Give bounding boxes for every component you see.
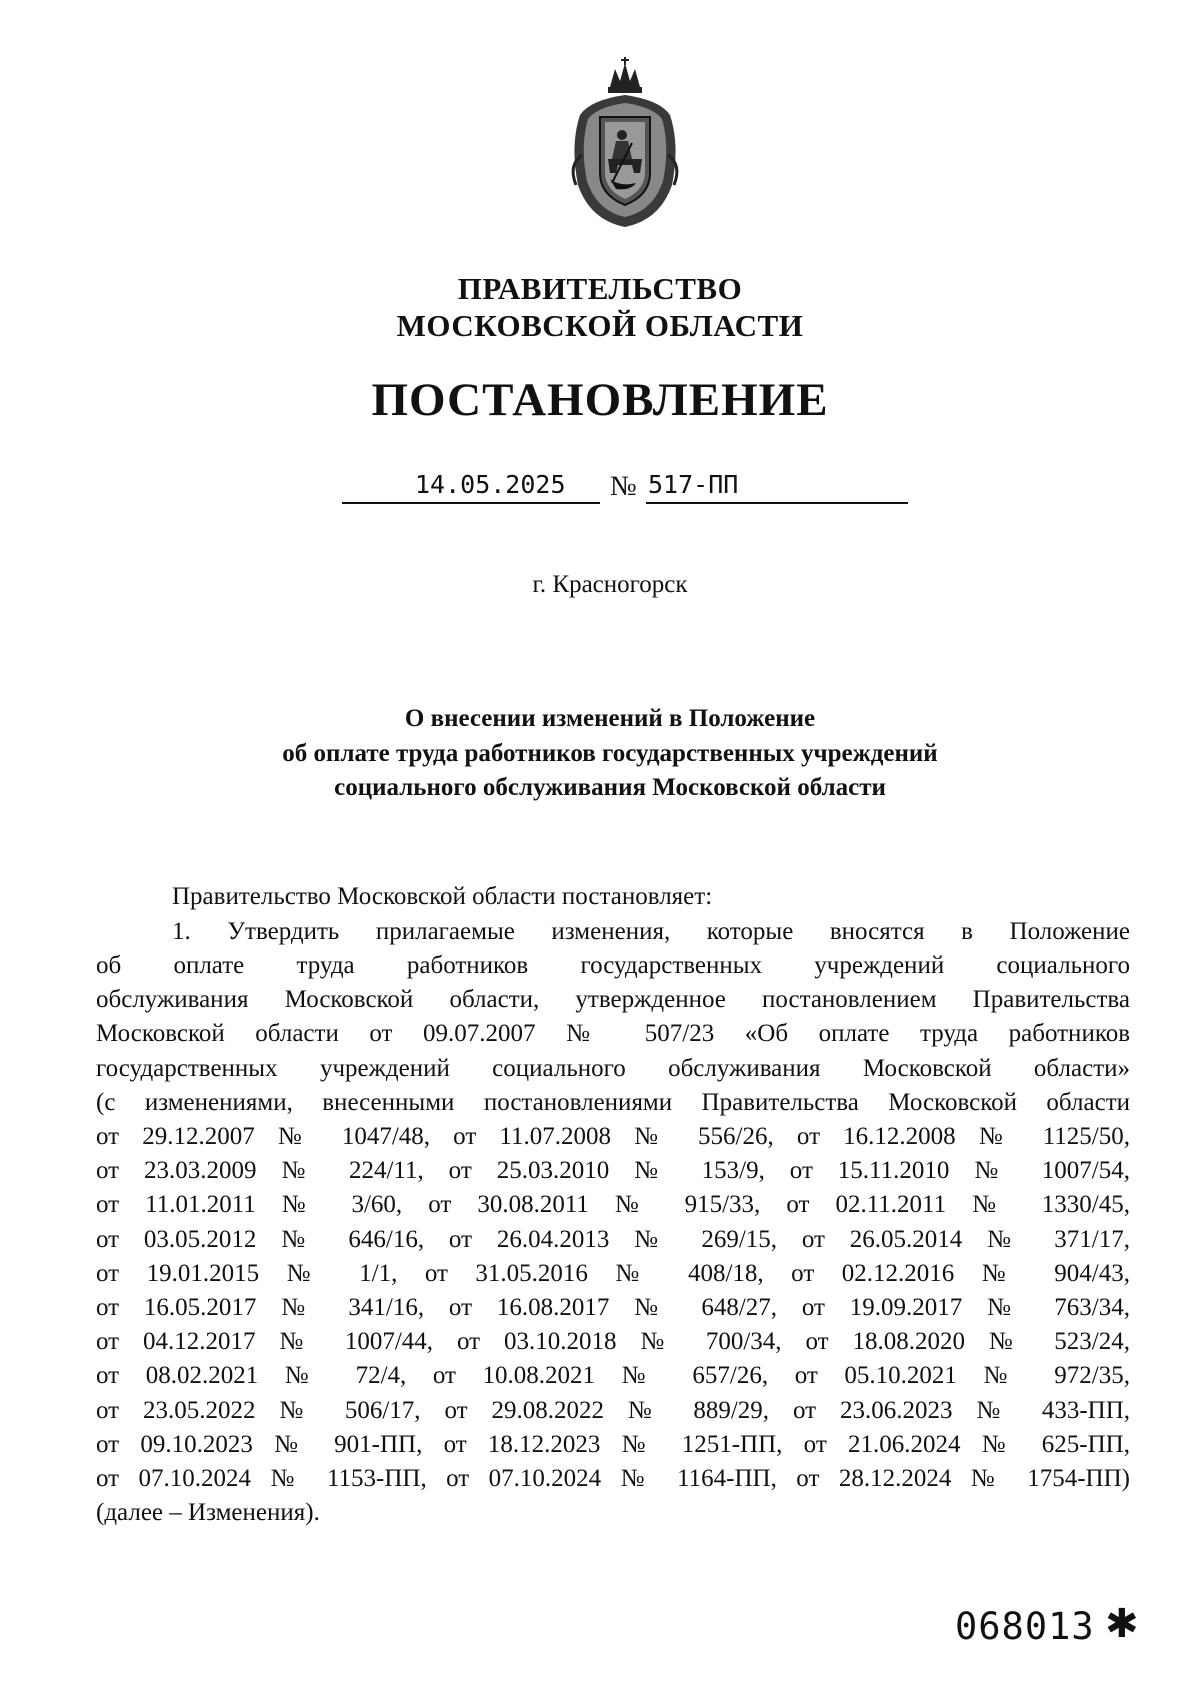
- body-text-line: от 29.12.2007 № 1047/48, от 11.07.2008 № 556/26, от 16.12.2008 № 1125/50,: [96, 1123, 1130, 1150]
- body-text-line: от 07.10.2024 № 1153-ПП, от 07.10.2024 № 1164-ПП, от 28.12.2024 № 1754-ПП): [96, 1465, 1130, 1492]
- asterisk-mark-icon: ✱: [1105, 1601, 1139, 1647]
- subject-line: об оплате труда работников государственных учреждений: [282, 740, 938, 767]
- body-text-line: государственных учреждений социального обслуживания Московской области»: [96, 1055, 1130, 1082]
- subject-line: социального обслуживания Московской области: [334, 774, 886, 801]
- document-number: 517-ПП: [648, 470, 739, 499]
- body-text-line: от 09.10.2023 № 901-ПП, от 18.12.2023 № 1251-ПП, от 21.06.2024 № 625-ПП,: [96, 1431, 1130, 1458]
- moscow-oblast-coat-of-arms-icon: [560, 55, 690, 230]
- document-type-title: ПОСТАНОВЛЕНИЕ: [371, 374, 829, 426]
- number-sign: №: [610, 471, 637, 502]
- body-text-line: (далее – Изменения).: [96, 1499, 320, 1526]
- body-text-line: от 16.05.2017 № 341/16, от 16.08.2017 № 648/27, от 19.09.2017 № 763/34,: [96, 1294, 1130, 1321]
- body-text-line: 1. Утвердить прилагаемые изменения, которые вносятся в Положение: [172, 918, 1130, 945]
- body-text-line: об оплате труда работников государственных учреждений социального: [96, 952, 1130, 979]
- government-name-line1: ПРАВИТЕЛЬСТВО: [457, 271, 743, 306]
- body-text-line: от 23.05.2022 № 506/17, от 29.08.2022 № 889/29, от 23.06.2023 № 433-ПП,: [96, 1397, 1130, 1424]
- body-text-line: от 03.05.2012 № 646/16, от 26.04.2013 № 269/15, от 26.05.2014 № 371/17,: [96, 1226, 1130, 1253]
- body-text-line: от 11.01.2011 № 3/60, от 30.08.2011 № 915/33, от 02.11.2011 № 1330/45,: [96, 1191, 1130, 1218]
- body-text-line: от 19.01.2015 № 1/1, от 31.05.2016 № 408/18, от 02.12.2016 № 904/43,: [96, 1260, 1130, 1287]
- document-city: г. Красногорск: [532, 571, 688, 598]
- serial-number: 068013: [955, 1605, 1095, 1648]
- document-date: 14.05.2025: [415, 470, 566, 499]
- government-name-line2: МОСКОВСКОЙ ОБЛАСТИ: [396, 308, 804, 343]
- body-intro: Правительство Московской области постановляет:: [172, 883, 713, 910]
- body-text-line: от 23.03.2009 № 224/11, от 25.03.2010 № 153/9, от 15.11.2010 № 1007/54,: [96, 1157, 1130, 1184]
- date-underline: [342, 502, 600, 504]
- subject-line: О внесении изменений в Положение: [404, 705, 816, 732]
- body-text-line: (с изменениями, внесенными постановлениями Правительства Московской области: [96, 1089, 1130, 1116]
- body-text-line: от 08.02.2021 № 72/4, от 10.08.2021 № 657/26, от 05.10.2021 № 972/35,: [96, 1362, 1130, 1389]
- body-text-line: от 04.12.2017 № 1007/44, от 03.10.2018 № 700/34, от 18.08.2020 № 523/24,: [96, 1328, 1130, 1355]
- body-text-line: обслуживания Московской области, утвержденное постановлением Правительства: [96, 986, 1130, 1013]
- body-text-line: Московской области от 09.07.2007 № 507/23 «Об оплате труда работников: [96, 1020, 1130, 1047]
- number-underline: [646, 502, 908, 504]
